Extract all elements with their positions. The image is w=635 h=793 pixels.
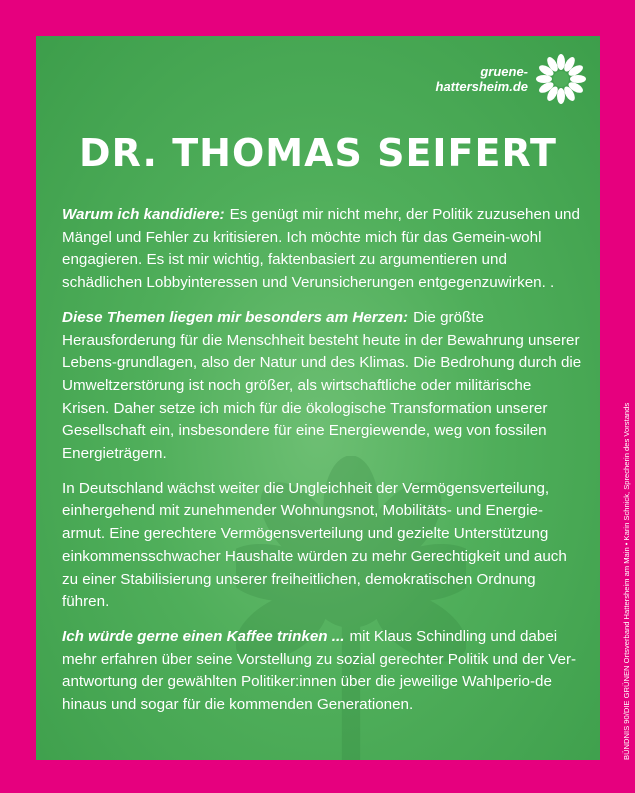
body-text (62, 204, 582, 729)
logo-line-2: hattersheim.de (435, 79, 528, 94)
paragraph-text: Die größte Herausforderung für die Menschheit besteht heute in der Bewahrung unserer Lebens-grundlagen, also der Natur und des Klimas. Die Bedrohung durch die Umweltzerstörung ist noch größer, als wirtschaftliche oder militärische Krisen. Daher setze ich mich für die ökologische Transformation unserer Gesellschaft ein, insbesondere für eine Energiewende, weg von fossilen Energieträgern. (62, 308, 582, 463)
paragraph-themen (62, 307, 582, 466)
paragraph-lead: Warum ich kandidiere: (62, 206, 225, 223)
paragraph-kaffee (62, 626, 582, 717)
site-logo (436, 54, 586, 104)
logo-text (436, 64, 528, 94)
paragraph-text: In Deutschland wächst weiter die Ungleichheit der Vermögensverteilung, einhergehend mit zunehmender Wohnungsnot, Mobilitäts- und Energie-armut. Eine gerechtere Vermögensverteilung und gezielte Unterstützung einkommensschwacher Haushalte würden zu mehr Gerechtigkeit und auch zu einer Stabilisierung unserer freiheitlichen, demokratischen Ordnung führen. (62, 479, 567, 611)
page-title: DR. THOMAS SEIFERT (79, 131, 557, 175)
paragraph-text: Es genügt mir nicht mehr, der Politik zuzusehen und Mängel und Fehler zu kritisieren. Ich möchte mich für das Gemein-wohl engagieren. Es ist mir wichtig, faktenbasiert zu argumentieren und schädlichen Lobbyinteressen und Verunsicherungen entgegenzuwirken. . (62, 206, 580, 292)
paragraph-lead: Diese Themen liegen mir besonders am Herzen: (62, 308, 409, 326)
paragraph-lead: Ich würde gerne einen Kaffee trinken ... (62, 627, 345, 645)
imprint-text: BÜNDNIS 90/DIE GRÜNEN Ortsverband Hattersheim am Main • Karin Schnick, Sprecherin des Vorstands (622, 402, 631, 760)
content-panel (36, 36, 600, 760)
logo-line-1: gruene- (480, 64, 528, 79)
sunflower-icon (536, 54, 586, 104)
paragraph-text: mit Klaus Schindling und dabei mehr erfahren über seine Vorstellung zu sozial gerechter Politik und der Ver-antwortung der gewählten Politiker:innen über die jeweilige Wahlperio-de hinaus und sogar für die kommenden Generationen. (62, 627, 577, 714)
paragraph-ungleichheit (62, 478, 582, 614)
paragraph-kandidatur (62, 204, 582, 295)
